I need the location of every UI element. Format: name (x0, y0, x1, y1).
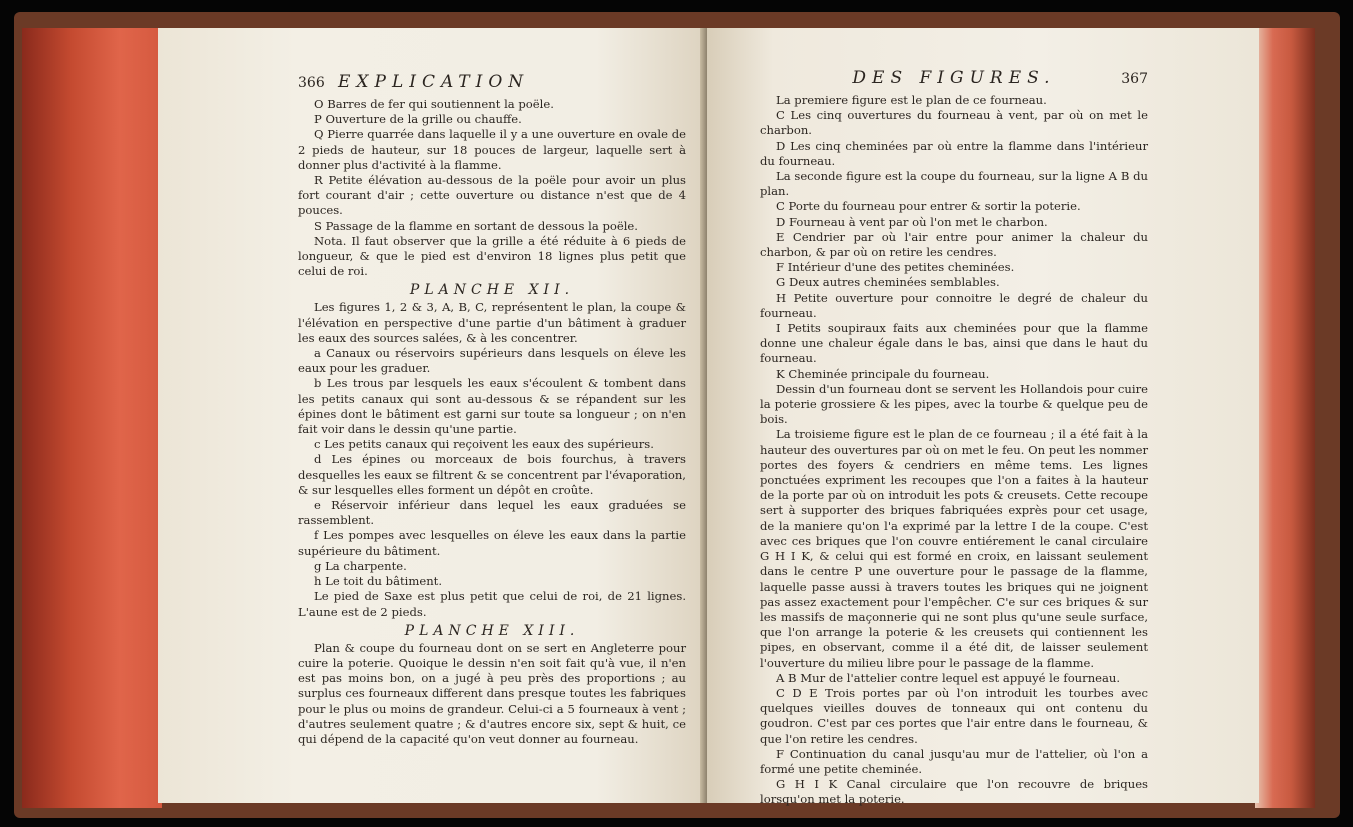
paragraph: Plan & coupe du fourneau dont on se sert en Angleterre pour cuire la poterie. Quoique le dessin n'en soit fait qu'à vue, il n'en est pas moins bon, on a jugé à peu près des proportions ; au surplus ces fourneaux different dans presque toutes les fabriques pour le plus ou moins de grandeur. Celui-ci a 5 fourneaux à vent ; d'autres seulement quatre ; & d'autres encore six, sept & huit, ce qui dépend de la capacité qu'on veut donner au fourneau. (298, 640, 686, 746)
paragraph: O Barres de fer qui soutiennent la poële. (314, 97, 554, 111)
paragraph: F Intérieur d'une des petites cheminées. (776, 260, 1015, 275)
paragraph: a Canaux ou réservoirs supérieurs dans lesquels on éleve les eaux pour les graduer. (298, 346, 686, 376)
page-number: 366 (298, 75, 325, 91)
paragraph: Les figures 1, 2 & 3, A, B, C, représentent le plan, la coupe & l'élévation en perspective d'une partie d'un bâtiment à graduer les eaux des sources salées, & à les concentrer. (298, 300, 686, 345)
page-edge-left (22, 28, 162, 808)
page-number: 367 (1121, 71, 1148, 87)
paragraph: Le pied de Saxe est plus petit que celui de roi, de 21 lignes. L'aune est de 2 pieds. (298, 589, 686, 619)
running-title: EXPLICATION (338, 72, 530, 92)
paragraph: G H I K Canal circulaire que l'on recouvre de briques lorsqu'on met la poterie. (760, 777, 1148, 807)
section-heading: PLANCHE XII. (409, 282, 575, 299)
paragraph: e Réservoir inférieur dans lequel les eaux graduées se rassemblent. (298, 498, 686, 528)
paragraph: G Deux autres cheminées semblables. (776, 275, 1000, 290)
paragraph: D Les cinq cheminées par où entre la flamme dans l'intérieur du fourneau. (760, 138, 1148, 168)
paragraph: h Le toit du bâtiment. (314, 574, 443, 589)
right-text-block (760, 68, 1148, 808)
paragraph: La troisieme figure est le plan de ce fourneau ; il a été fait à la hauteur des ouvertures par où on met le feu. On peut les nommer portes des foyers & cendriers en même tems. Les lignes ponctuées expriment les recoupes que l'on a faites à la hauteur de la porte par où on introduit les pots & creusets. Cette recoupe sert à supporter des briques fabriquées exprès pour cet usage, de la maniere qu'on l'a exprimé par la lettre I de la coupe. C'est avec ces briques que l'on couvre entiérement le canal circulaire G H I K, & celui qui est formé en croix, en laissant seulement dans le centre P une ouverture pour le passage de la flamme, laquelle passe aussi à travers toutes les briques qui ne joignent pas assez exactement pour l'empêcher. C'e sur ces briques & sur les massifs de maçonnerie qui ne sont plus qu'une seule surface, que l'on arrange la poterie & les creusets qui contiennent les pipes, en observant, comme il a été dit, de laisser seulement l'ouverture du milieu libre pour le passage de la flamme. (760, 427, 1148, 670)
paragraph: S Passage de la flamme en sortant de dessous la poële. (314, 218, 638, 233)
paragraph: C Porte du fourneau pour entrer & sortir la poterie. (776, 199, 1081, 214)
paragraph: La seconde figure est la coupe du fourneau, sur la ligne A B du plan. (760, 169, 1148, 199)
paragraph: f Les pompes avec lesquelles on éleve les eaux dans la partie supérieure du bâtiment. (298, 528, 686, 558)
left-text-block (298, 72, 686, 747)
paragraph: d Les épines ou morceaux de bois fourchus, à travers desquelles les eaux se filtrent & se concentrent par l'évaporation, & sur lesquelles elles forment un dépôt en croûte. (298, 452, 686, 497)
paragraph: F Continuation du canal jusqu'au mur de l'attelier, où l'on a formé une petite cheminée. (760, 746, 1148, 776)
paragraph: g La charpente. (314, 558, 407, 573)
paragraph: b Les trous par lesquels les eaux s'écoulent & tombent dans les petits canaux qui sont au-dessous & se répandent sur les épines dont le bâtiment est garni sur toute sa longueur ; on n'en fait voir dans le dessin qu'une partie. (298, 376, 686, 437)
section-heading: PLANCHE XIII. (404, 622, 580, 639)
paragraph: Q Pierre quarrée dans laquelle il y a une ouverture en ovale de 2 pieds de hauteur, sur 18 pouces de largeur, laquelle sert à donner plus d'activité à la flamme. (298, 127, 686, 172)
paragraph: c Les petits canaux qui reçoivent les eaux des supérieurs. (314, 437, 654, 452)
paragraph: P Ouverture de la grille ou chauffe. (314, 112, 522, 127)
paragraph: K Cheminée principale du fourneau. (776, 366, 990, 381)
paragraph: A B Mur de l'attelier contre lequel est appuyé le fourneau. (776, 670, 1121, 685)
paragraph: La premiere figure est le plan de ce fourneau. (776, 93, 1047, 107)
right-page (707, 28, 1259, 807)
paragraph: C Les cinq ouvertures du fourneau à vent, par où on met le charbon. (760, 108, 1148, 138)
left-page (158, 28, 705, 803)
running-title: DES FIGURES. (852, 68, 1056, 88)
right-running-head (760, 68, 1148, 91)
paragraph: I Petits soupiraux faits aux cheminées pour que la flamme donne une chaleur égale dans le bas, ainsi que dans le haut du fourneau. (760, 321, 1148, 366)
page-edge-right (1255, 28, 1315, 808)
left-running-head (298, 72, 686, 95)
paragraph: Dessin d'un fourneau dont se servent les Hollandois pour cuire la poterie grossiere & les pipes, avec la tourbe & quelque peu de bois. (760, 381, 1148, 427)
paragraph: R Petite élévation au-dessous de la poële pour avoir un plus fort courant d'air ; cette ouverture ou distance n'est que de 4 pouces. (298, 173, 686, 218)
paragraph: D Fourneau à vent par où l'on met le charbon. (776, 214, 1048, 229)
paragraph: C D E Trois portes par où l'on introduit les tourbes avec quelques vieilles douves de tonneaux qui ont contenu du goudron. C'est par ces portes que l'air entre dans le fourneau, & que l'on retire les cendres. (760, 685, 1148, 746)
paragraph: E Cendrier par où l'air entre pour animer la chaleur du charbon, & par où on retire les cendres. (760, 229, 1148, 260)
paragraph: H Petite ouverture pour connoitre le degré de chaleur du fourneau. (760, 290, 1148, 320)
paragraph: Nota. Il faut observer que la grille a été réduite à 6 pieds de longueur, & que le pied est d'environ 18 lignes plus petit que celui de roi. (298, 233, 686, 279)
